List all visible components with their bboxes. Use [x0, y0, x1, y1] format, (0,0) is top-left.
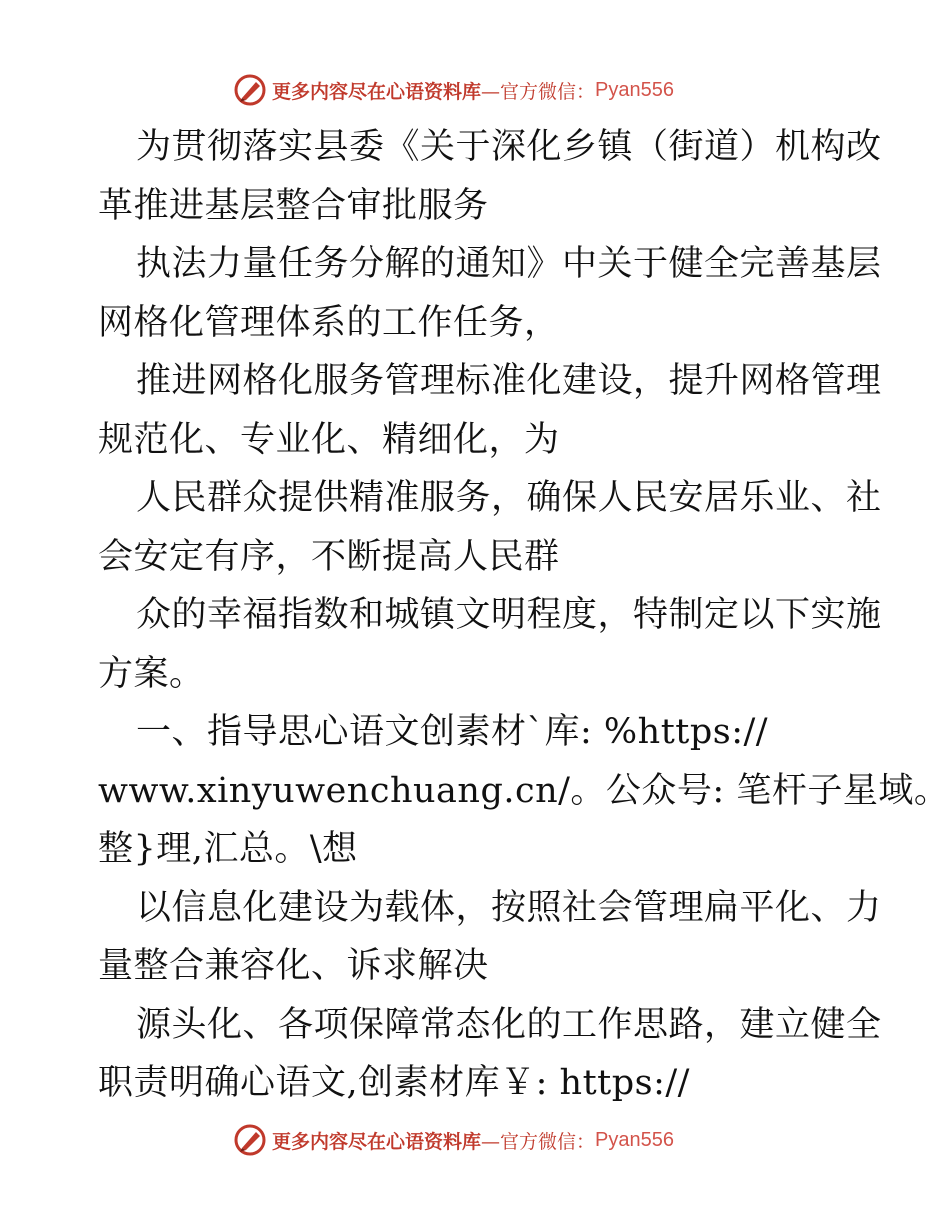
body-line: 革推进基层整合审批服务: [98, 185, 489, 226]
body-line: 网格化管理体系的工作任务，: [98, 302, 560, 343]
body-line: 众的幸福指数和城镇文明程度，特制定以下实施: [136, 595, 882, 635]
header-watermark-banner: [232, 70, 674, 110]
footer-watermark-banner: [232, 1120, 674, 1160]
body-line: 推进网格化服务管理标准化建设，提升网格管理: [136, 361, 882, 401]
banner-brand-text: 更多内容尽在心语资料库: [272, 1130, 482, 1153]
body-line: 量整合兼容化、诉求解决: [98, 946, 489, 986]
body-line: 方案。: [98, 653, 205, 694]
banner-official-label: —官方微信：: [481, 80, 596, 103]
body-line: www.xinyuwenchuang.cn/。公众号: 笔杆子星域。: [98, 770, 950, 811]
banner-wechat-id: Pyan556: [595, 78, 674, 101]
body-line: 人民群众提供精准服务，确保人民安居乐业、社: [136, 478, 882, 518]
body-line: 以信息化建设为载体，按照社会管理扁平化、力: [136, 887, 882, 928]
body-line: 源头化、各项保障常态化的工作思路，建立健全: [136, 1004, 882, 1045]
section-heading-line: 一、指导思心语文创素材`库: %https://: [136, 712, 769, 752]
banner-official-label: —官方微信：: [481, 1130, 596, 1153]
body-line: 整}理,汇总。\想: [98, 829, 358, 869]
body-line: 职责明确心语文,创素材库￥: https://: [98, 1063, 690, 1103]
body-line: 会安定有序，不断提高人民群: [98, 536, 560, 577]
pen-logo-icon: [232, 1122, 268, 1158]
body-line: 规范化、专业化、精细化，为: [98, 419, 560, 460]
banner-wechat-id: Pyan556: [595, 1128, 674, 1151]
body-line: 执法力量任务分解的通知》中关于健全完善基层: [136, 244, 882, 284]
banner-brand-text: 更多内容尽在心语资料库: [272, 80, 482, 103]
pen-logo-icon: [232, 72, 268, 108]
document-body: [98, 118, 950, 1113]
body-line: 为贯彻落实县委《关于深化乡镇（街道）机构改: [136, 127, 882, 167]
